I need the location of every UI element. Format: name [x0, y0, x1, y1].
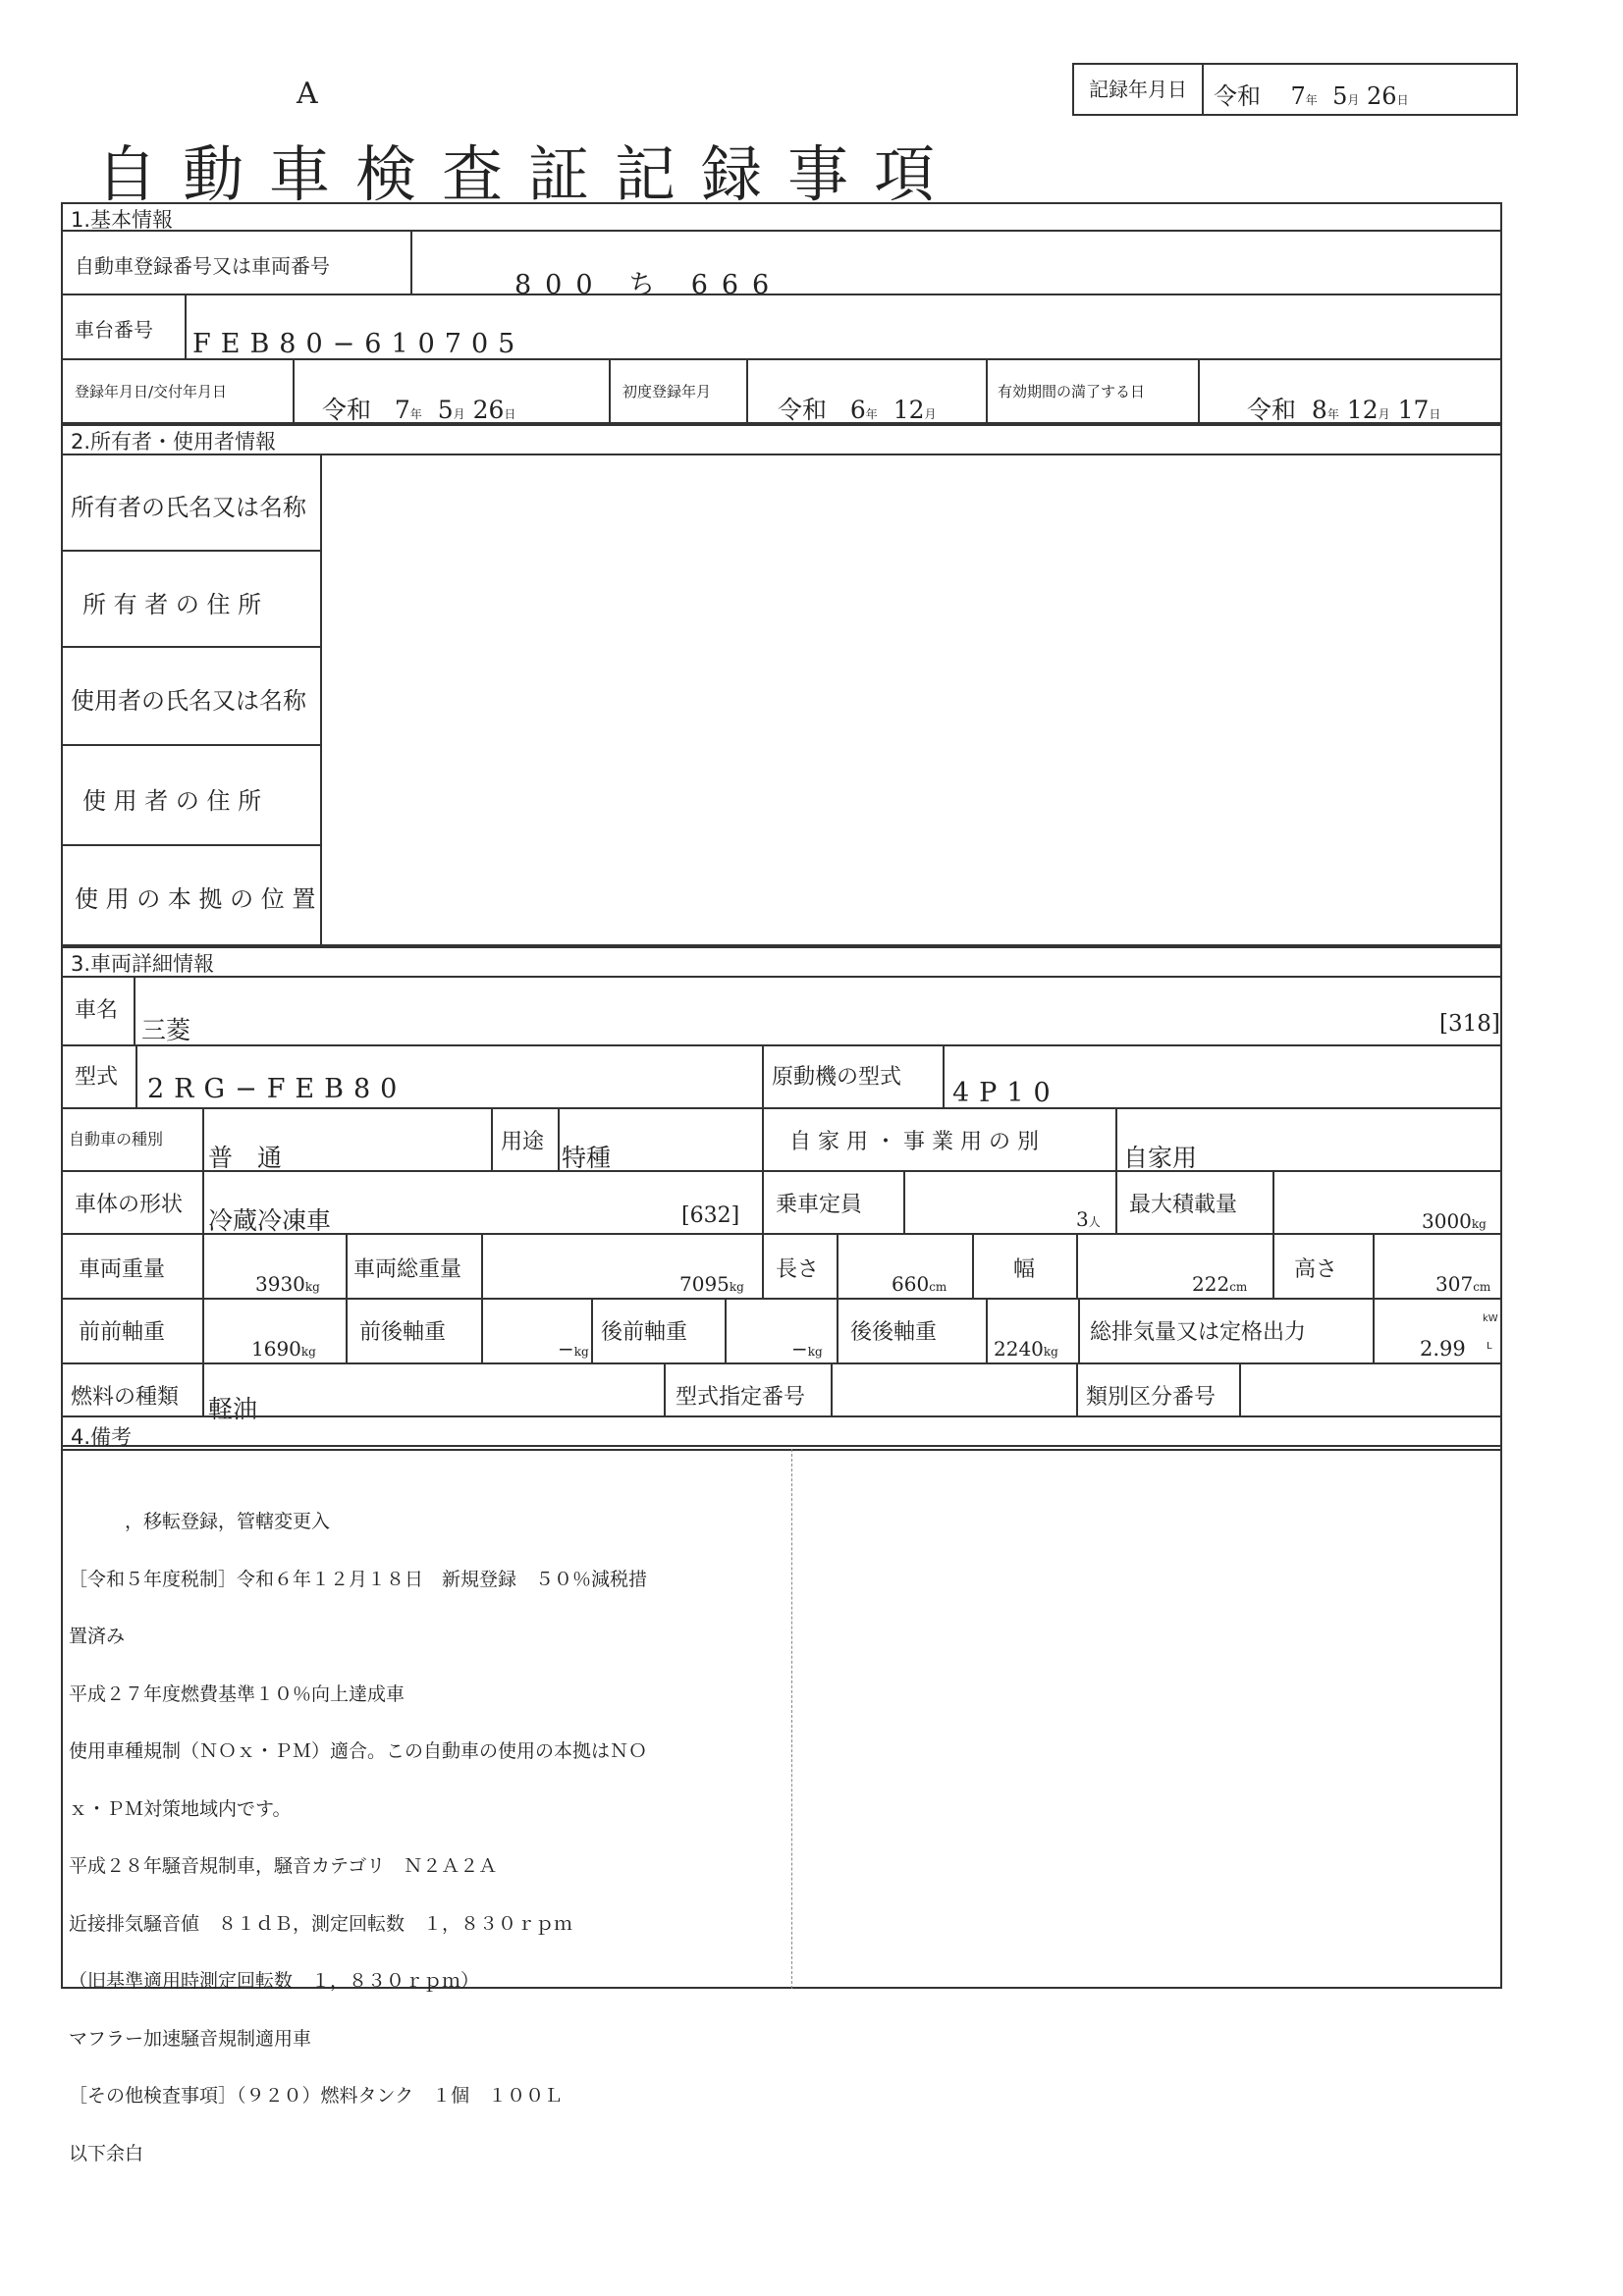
fr-axle-number: − — [558, 1337, 574, 1361]
remarks-line: ［その他検査事項］（９２０）燃料タンク １個 １００Ｌ — [69, 2085, 564, 2107]
max-load-border — [1272, 1170, 1274, 1233]
rr-axle-border — [986, 1298, 988, 1362]
rf-axle-left-border — [591, 1298, 593, 1362]
rf-axle-unit: kg — [807, 1345, 823, 1359]
owner-address-divider — [61, 646, 320, 648]
displacement-border — [1373, 1298, 1375, 1362]
displacement-left-border — [1078, 1298, 1080, 1362]
car-name-code: [318] — [1439, 1011, 1500, 1037]
type-designation-border — [831, 1362, 833, 1415]
category-border — [1239, 1362, 1241, 1415]
private-business-value: 自家用 — [1123, 1144, 1198, 1172]
displacement-label: 総排気量又は定格出力 — [1090, 1320, 1307, 1345]
record-date-day-unit: 日 — [1396, 93, 1409, 107]
record-date-year-unit: 年 — [1305, 93, 1318, 107]
section2-divider — [61, 454, 1502, 455]
body-shape-value: 冷蔵冷凍車 — [208, 1206, 332, 1235]
height-unit: cm — [1473, 1280, 1491, 1294]
capacity-label: 乗車定員 — [776, 1193, 863, 1217]
reg-date-border — [293, 358, 295, 424]
first-reg-left-border — [609, 358, 611, 424]
expiry-year-unit: 年 — [1326, 407, 1339, 421]
expiry-day-unit: 日 — [1429, 407, 1441, 421]
length-left-border — [762, 1233, 764, 1298]
displacement-unit-l: L — [1487, 1341, 1492, 1352]
remarks-line: 平成２８年騒音規制車，騒音カテゴリ Ｎ２Ａ２Ａ — [69, 1855, 498, 1877]
vehicle-type-value: 普 通 — [208, 1144, 283, 1172]
row-divider-weights — [61, 1298, 1502, 1300]
ff-axle-border — [202, 1298, 204, 1362]
gross-weight-label: 車両総重量 — [353, 1257, 462, 1282]
rr-axle-unit: kg — [1043, 1345, 1058, 1359]
usage-left-border — [491, 1107, 493, 1170]
private-business-label: 自 家 用 ・ 事 業 用 の 別 — [789, 1130, 1039, 1154]
max-load-label: 最大積載量 — [1129, 1193, 1238, 1217]
ff-axle-value — [251, 1337, 316, 1361]
fr-axle-label: 前後軸重 — [359, 1320, 447, 1345]
row-divider-body-shape — [61, 1233, 1502, 1235]
fr-axle-left-border — [346, 1298, 348, 1362]
type-designation-label: 型式指定番号 — [676, 1385, 806, 1410]
max-load-number: 3000 — [1422, 1209, 1472, 1233]
capacity-unit: 人 — [1088, 1215, 1101, 1229]
length-unit: cm — [929, 1280, 947, 1294]
record-date-label: 記録年月日 — [1074, 65, 1204, 114]
reg-date-month-unit: 月 — [453, 407, 465, 421]
user-name-label: 使用者の氏名又は名称 — [71, 687, 306, 715]
usage-label: 用途 — [501, 1130, 545, 1154]
engine-model-label: 原動機の型式 — [772, 1065, 902, 1090]
fr-axle-value — [558, 1337, 589, 1361]
engine-model-border — [943, 1044, 945, 1107]
page-mark: A — [297, 77, 318, 111]
gross-weight-value — [679, 1272, 744, 1296]
row-divider-chassis — [61, 358, 1502, 360]
body-shape-label: 車体の形状 — [75, 1193, 184, 1217]
owner-name-divider — [61, 550, 320, 552]
reg-date-label: 登録年月日/交付年月日 — [75, 383, 228, 400]
first-reg-era: 令和 — [778, 396, 828, 424]
record-date-year: 7 — [1290, 82, 1306, 110]
remarks-line: ，移転登録，管轄変更入 — [69, 1511, 331, 1532]
capacity-border — [903, 1170, 905, 1233]
length-number: 660 — [892, 1272, 930, 1296]
remarks-line: 置済み — [69, 1626, 126, 1647]
base-location-label: 使 用 の 本 拠 の 位 置 — [75, 885, 316, 913]
reg-date-era: 令和 — [322, 396, 372, 424]
weight-label: 車両重量 — [79, 1257, 166, 1282]
max-load-left-border — [1115, 1170, 1117, 1233]
chassis-label: 車台番号 — [75, 318, 153, 342]
fuel-border — [202, 1362, 204, 1415]
reg-number-value: 800 ち 666 — [514, 270, 784, 300]
remarks-line: 近接排気騒音値 ８１ｄＢ，測定回転数 １，８３０ｒｐｍ — [69, 1912, 573, 1935]
rf-axle-border — [725, 1298, 727, 1362]
usage-value: 特種 — [562, 1144, 612, 1172]
car-name-value: 三菱 — [141, 1016, 191, 1044]
expiry-year: 8 — [1311, 396, 1327, 424]
private-business-left-border — [762, 1107, 764, 1170]
length-label: 長さ — [776, 1257, 820, 1282]
expiry-month: 12 — [1346, 396, 1379, 424]
reg-date-value — [322, 391, 515, 426]
reg-date-day: 26 — [472, 396, 505, 424]
vehicle-type-label: 自動車の種別 — [69, 1130, 164, 1148]
height-value — [1435, 1272, 1490, 1296]
usage-border — [558, 1107, 560, 1170]
record-date-month-unit: 月 — [1347, 93, 1360, 107]
private-business-border — [1115, 1107, 1117, 1170]
section4-column-divider — [791, 1449, 792, 1989]
reg-date-month: 5 — [437, 396, 454, 424]
rf-axle-value — [791, 1337, 823, 1361]
category-left-border — [1076, 1362, 1078, 1415]
car-name-border — [134, 976, 135, 1044]
expiry-label: 有効期間の満了する日 — [998, 383, 1146, 400]
gross-weight-border — [481, 1233, 483, 1298]
rr-axle-left-border — [837, 1298, 839, 1362]
expiry-left-border — [986, 358, 988, 424]
ff-axle-label: 前前軸重 — [79, 1320, 166, 1345]
gross-weight-left-border — [346, 1233, 348, 1298]
section3-heading: 3.車両詳細情報 — [71, 952, 215, 976]
displacement-value: 2.99 — [1420, 1337, 1466, 1361]
width-unit: cm — [1229, 1280, 1248, 1294]
section4-divider — [61, 1449, 1502, 1451]
reg-date-day-unit: 日 — [504, 407, 516, 421]
first-reg-label: 初度登録年月 — [622, 383, 712, 400]
remarks-line: マフラー加速騒音規制適用車 — [69, 2027, 312, 2050]
expiry-day: 17 — [1397, 396, 1430, 424]
reg-date-year: 7 — [394, 396, 410, 424]
rf-axle-label: 後前軸重 — [601, 1320, 688, 1345]
remarks-line: （旧基準適用時測定回転数 １，８３０ｒｐｍ） — [69, 1970, 480, 1992]
width-left-border — [972, 1233, 974, 1298]
body-shape-border — [202, 1170, 204, 1233]
rr-axle-label: 後後軸重 — [850, 1320, 938, 1345]
expiry-month-unit: 月 — [1378, 407, 1390, 421]
fr-axle-unit: kg — [573, 1345, 589, 1359]
fuel-value: 軽油 — [208, 1395, 258, 1423]
document-title: 自動車検査証記録事項 — [96, 138, 961, 210]
capacity-value — [1076, 1207, 1101, 1231]
rf-axle-number: − — [791, 1337, 808, 1361]
section2-label-column — [320, 454, 322, 946]
remarks-line: 平成２７年度燃費基準１０％向上達成車 — [69, 1682, 406, 1705]
row-divider-reg — [61, 294, 1502, 295]
weight-unit: kg — [304, 1280, 320, 1294]
length-value — [892, 1272, 947, 1296]
rr-axle-number: 2240 — [994, 1337, 1044, 1361]
engine-model-left-border — [762, 1044, 764, 1107]
capacity-left-border — [762, 1170, 764, 1233]
reg-number-label: 自動車登録番号又は車両番号 — [75, 254, 330, 278]
width-value — [1192, 1272, 1247, 1296]
record-date-day: 26 — [1367, 82, 1397, 110]
width-border — [1076, 1233, 1078, 1298]
owner-name-label: 所有者の氏名又は名称 — [71, 494, 306, 521]
first-reg-year: 6 — [849, 396, 866, 424]
user-name-divider — [61, 744, 320, 746]
remarks-line: ［令和５年度税制］令和６年１２月１８日 新規登録 ５０％減税措 — [69, 1568, 648, 1590]
category-label: 類別区分番号 — [1086, 1385, 1217, 1410]
section1-divider — [61, 230, 1502, 232]
record-date-value — [1214, 77, 1409, 111]
reg-number-label-border — [410, 230, 412, 294]
fuel-label: 燃料の種類 — [71, 1385, 180, 1410]
rr-axle-value — [994, 1337, 1058, 1361]
max-load-unit: kg — [1471, 1217, 1487, 1231]
width-number: 222 — [1192, 1272, 1230, 1296]
length-border — [837, 1233, 839, 1298]
height-number: 307 — [1435, 1272, 1474, 1296]
expiry-border — [1198, 358, 1200, 424]
section4-heading: 4.備考 — [71, 1425, 133, 1449]
weight-border — [202, 1233, 204, 1298]
first-reg-border — [746, 358, 748, 424]
first-reg-month: 12 — [893, 396, 925, 424]
fr-axle-border — [481, 1298, 483, 1362]
record-date-month: 5 — [1332, 82, 1348, 110]
height-border — [1373, 1233, 1375, 1298]
reg-date-year-unit: 年 — [409, 407, 422, 421]
first-reg-year-unit: 年 — [865, 407, 878, 421]
remarks-line: 以下余白 — [69, 2142, 144, 2164]
row-divider-car-name — [61, 1044, 1502, 1046]
car-name-label: 車名 — [75, 998, 119, 1023]
first-reg-value — [778, 391, 937, 426]
remarks-text — [69, 1474, 647, 2183]
type-designation-left-border — [664, 1362, 666, 1415]
record-date-era: 令和 — [1214, 82, 1261, 110]
record-date-box — [1072, 63, 1518, 116]
displacement-unit-kw: kW — [1483, 1313, 1498, 1324]
remarks-line: 使用車種規制（ＮＯｘ・ＰＭ）適合。この自動車の使用の本拠はＮＯ — [69, 1740, 648, 1762]
weight-number: 3930 — [255, 1272, 305, 1296]
section1-heading: 1.基本情報 — [71, 208, 174, 232]
capacity-number: 3 — [1076, 1207, 1089, 1231]
remarks-line: ｘ・ＰＭ対策地域内です。 — [69, 1797, 292, 1820]
height-label: 高さ — [1294, 1257, 1338, 1282]
section2-heading: 2.所有者・使用者情報 — [71, 430, 277, 454]
row-divider-model — [61, 1107, 1502, 1109]
gross-weight-unit: kg — [729, 1280, 744, 1294]
section3-divider — [61, 976, 1502, 978]
weight-value — [255, 1272, 320, 1296]
chassis-label-border — [185, 294, 187, 358]
ff-axle-number: 1690 — [251, 1337, 301, 1361]
engine-model-value: 4P10 — [952, 1078, 1060, 1108]
row-divider-vehicle-type — [61, 1170, 1502, 1172]
chassis-value: FEB80−610705 — [192, 329, 525, 359]
expiry-era: 令和 — [1247, 396, 1297, 424]
vehicle-type-border — [202, 1107, 204, 1170]
model-value: 2RG−FEB80 — [147, 1074, 407, 1104]
gross-weight-number: 7095 — [679, 1272, 730, 1296]
user-address-divider — [61, 844, 320, 846]
user-address-label: 使 用 者 の 住 所 — [82, 787, 262, 815]
height-left-border — [1272, 1233, 1274, 1298]
model-label: 型式 — [75, 1065, 119, 1090]
owner-address-label: 所 有 者 の 住 所 — [82, 591, 262, 618]
width-label: 幅 — [1013, 1257, 1036, 1282]
ff-axle-unit: kg — [300, 1345, 316, 1359]
body-shape-code: [632] — [681, 1203, 740, 1228]
row-divider-axles — [61, 1362, 1502, 1364]
model-border — [135, 1044, 137, 1107]
first-reg-month-unit: 月 — [924, 407, 937, 421]
expiry-value — [1247, 391, 1440, 426]
max-load-value — [1422, 1209, 1487, 1233]
